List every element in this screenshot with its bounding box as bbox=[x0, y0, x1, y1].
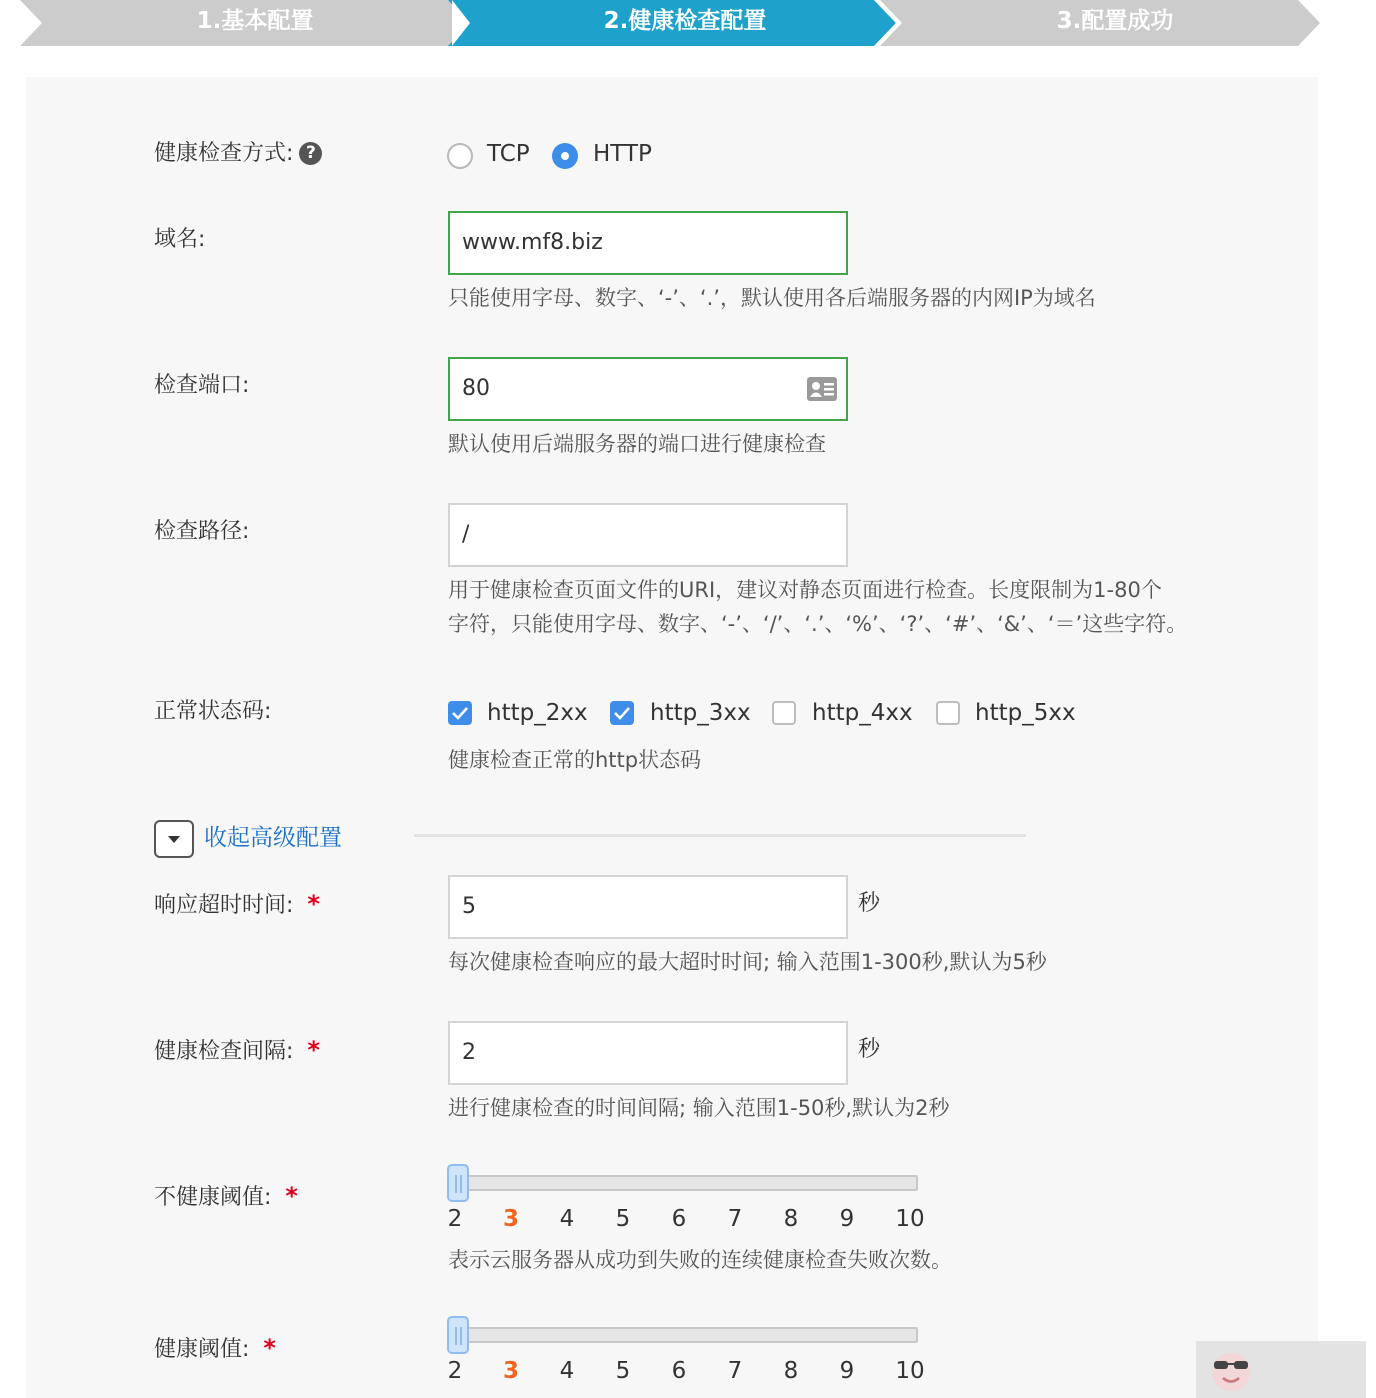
check-icon bbox=[451, 705, 469, 721]
checkbox-http-2xx-label[interactable]: http_2xx bbox=[487, 700, 588, 726]
checkbox-http-4xx-label[interactable]: http_4xx bbox=[812, 700, 913, 726]
timeout-label-text: 响应超时时间: bbox=[154, 893, 294, 918]
step-config-success[interactable]: 3.配置成功 bbox=[1056, 8, 1174, 34]
tick[interactable]: 5 bbox=[615, 1206, 631, 1232]
unhealthy-threshold-label-text: 不健康阈值: bbox=[154, 1185, 272, 1210]
chevron-down-icon bbox=[166, 834, 182, 844]
timeout-label bbox=[154, 889, 320, 921]
checkbox-http-5xx-label[interactable]: http_5xx bbox=[975, 700, 1076, 726]
step-health-check-config[interactable]: 2.健康检查配置 bbox=[603, 8, 767, 34]
domain-label: 域名: bbox=[154, 227, 206, 252]
radio-tcp-label[interactable]: TCP bbox=[487, 141, 530, 167]
tick[interactable]: 2 bbox=[447, 1358, 463, 1384]
check-icon bbox=[613, 705, 631, 721]
interval-label-text: 健康检查间隔: bbox=[154, 1039, 294, 1064]
tick[interactable]: 7 bbox=[727, 1206, 743, 1232]
path-hint-line2: 字符，只能使用字母、数字、‘-’、‘/’、‘.’、‘%’、‘?’、‘#’、‘&’、‘＝’这些字符。 bbox=[448, 612, 1188, 636]
checkbox-http-3xx[interactable] bbox=[610, 701, 634, 725]
status-codes-label: 正常状态码: bbox=[154, 699, 272, 724]
path-hint-line1: 用于健康检查页面文件的URI，建议对静态页面进行检查。长度限制为1-80个 bbox=[448, 578, 1162, 602]
radio-http[interactable] bbox=[552, 143, 578, 169]
unhealthy-threshold-handle[interactable] bbox=[447, 1164, 469, 1202]
checkbox-http-4xx[interactable] bbox=[772, 701, 796, 725]
tick[interactable]: 9 bbox=[839, 1206, 855, 1232]
healthy-threshold-handle[interactable] bbox=[447, 1316, 469, 1354]
avatar-face-icon bbox=[1206, 1347, 1256, 1393]
tick[interactable]: 8 bbox=[783, 1358, 799, 1384]
port-label: 检查端口: bbox=[154, 373, 250, 398]
timeout-input[interactable]: 5 bbox=[448, 875, 848, 939]
advanced-toggle-button[interactable] bbox=[154, 820, 194, 858]
radio-tcp[interactable] bbox=[447, 143, 473, 169]
tick[interactable]: 10 bbox=[895, 1358, 925, 1384]
tick[interactable]: 10 bbox=[895, 1206, 925, 1232]
required-marker: * bbox=[285, 1182, 298, 1210]
method-label bbox=[154, 139, 322, 169]
port-hint: 默认使用后端服务器的端口进行健康检查 bbox=[448, 432, 826, 456]
wizard-steps bbox=[0, 0, 1376, 46]
path-input[interactable]: / bbox=[448, 503, 848, 567]
healthy-threshold-label-text: 健康阈值: bbox=[154, 1337, 250, 1362]
required-marker: * bbox=[263, 1334, 276, 1362]
tick-selected[interactable]: 3 bbox=[502, 1358, 519, 1384]
status-codes-hint: 健康检查正常的http状态码 bbox=[448, 748, 702, 772]
timeout-unit: 秒 bbox=[858, 891, 881, 916]
checkbox-http-5xx[interactable] bbox=[936, 701, 960, 725]
port-input-value: 80 bbox=[462, 376, 490, 401]
healthy-threshold-track[interactable] bbox=[458, 1327, 918, 1343]
question-icon[interactable]: ? bbox=[299, 142, 322, 165]
tick[interactable]: 5 bbox=[615, 1358, 631, 1384]
tick[interactable]: 6 bbox=[671, 1206, 687, 1232]
tick[interactable]: 9 bbox=[839, 1358, 855, 1384]
interval-label bbox=[154, 1035, 320, 1067]
unhealthy-threshold-track[interactable] bbox=[458, 1175, 918, 1191]
checkbox-http-2xx[interactable] bbox=[448, 701, 472, 725]
port-input[interactable] bbox=[448, 357, 848, 421]
required-marker: * bbox=[307, 890, 320, 918]
checkbox-http-3xx-label[interactable]: http_3xx bbox=[650, 700, 751, 726]
healthy-threshold-label bbox=[154, 1333, 276, 1365]
path-label: 检查路径: bbox=[154, 519, 250, 544]
interval-unit: 秒 bbox=[858, 1037, 881, 1062]
tick[interactable]: 6 bbox=[671, 1358, 687, 1384]
tick[interactable]: 8 bbox=[783, 1206, 799, 1232]
tick[interactable]: 4 bbox=[559, 1358, 575, 1384]
unhealthy-threshold-label bbox=[154, 1181, 298, 1213]
corner-widget[interactable] bbox=[1196, 1341, 1366, 1398]
interval-hint: 进行健康检查的时间间隔; 输入范围1-50秒,默认为2秒 bbox=[448, 1096, 950, 1120]
interval-input[interactable]: 2 bbox=[448, 1021, 848, 1085]
domain-input[interactable]: www.mf8.biz bbox=[448, 211, 848, 275]
timeout-hint: 每次健康检查响应的最大超时时间; 输入范围1-300秒,默认为5秒 bbox=[448, 950, 1047, 974]
required-marker: * bbox=[307, 1036, 320, 1064]
tick[interactable]: 4 bbox=[559, 1206, 575, 1232]
tick[interactable]: 7 bbox=[727, 1358, 743, 1384]
step-basic-config[interactable]: 1.基本配置 bbox=[196, 8, 314, 34]
tick[interactable]: 2 bbox=[447, 1206, 463, 1232]
unhealthy-threshold-hint: 表示云服务器从成功到失败的连续健康检查失败次数。 bbox=[448, 1248, 952, 1272]
advanced-toggle-link[interactable]: 收起高级配置 bbox=[204, 825, 342, 851]
contact-card-icon[interactable] bbox=[806, 375, 838, 403]
radio-http-label[interactable]: HTTP bbox=[593, 141, 652, 167]
domain-hint: 只能使用字母、数字、‘-’、‘.’，默认使用各后端服务器的内网IP为域名 bbox=[448, 286, 1096, 310]
method-label-text: 健康检查方式: bbox=[154, 141, 294, 166]
tick-selected[interactable]: 3 bbox=[502, 1206, 519, 1232]
advanced-divider bbox=[414, 834, 1026, 837]
